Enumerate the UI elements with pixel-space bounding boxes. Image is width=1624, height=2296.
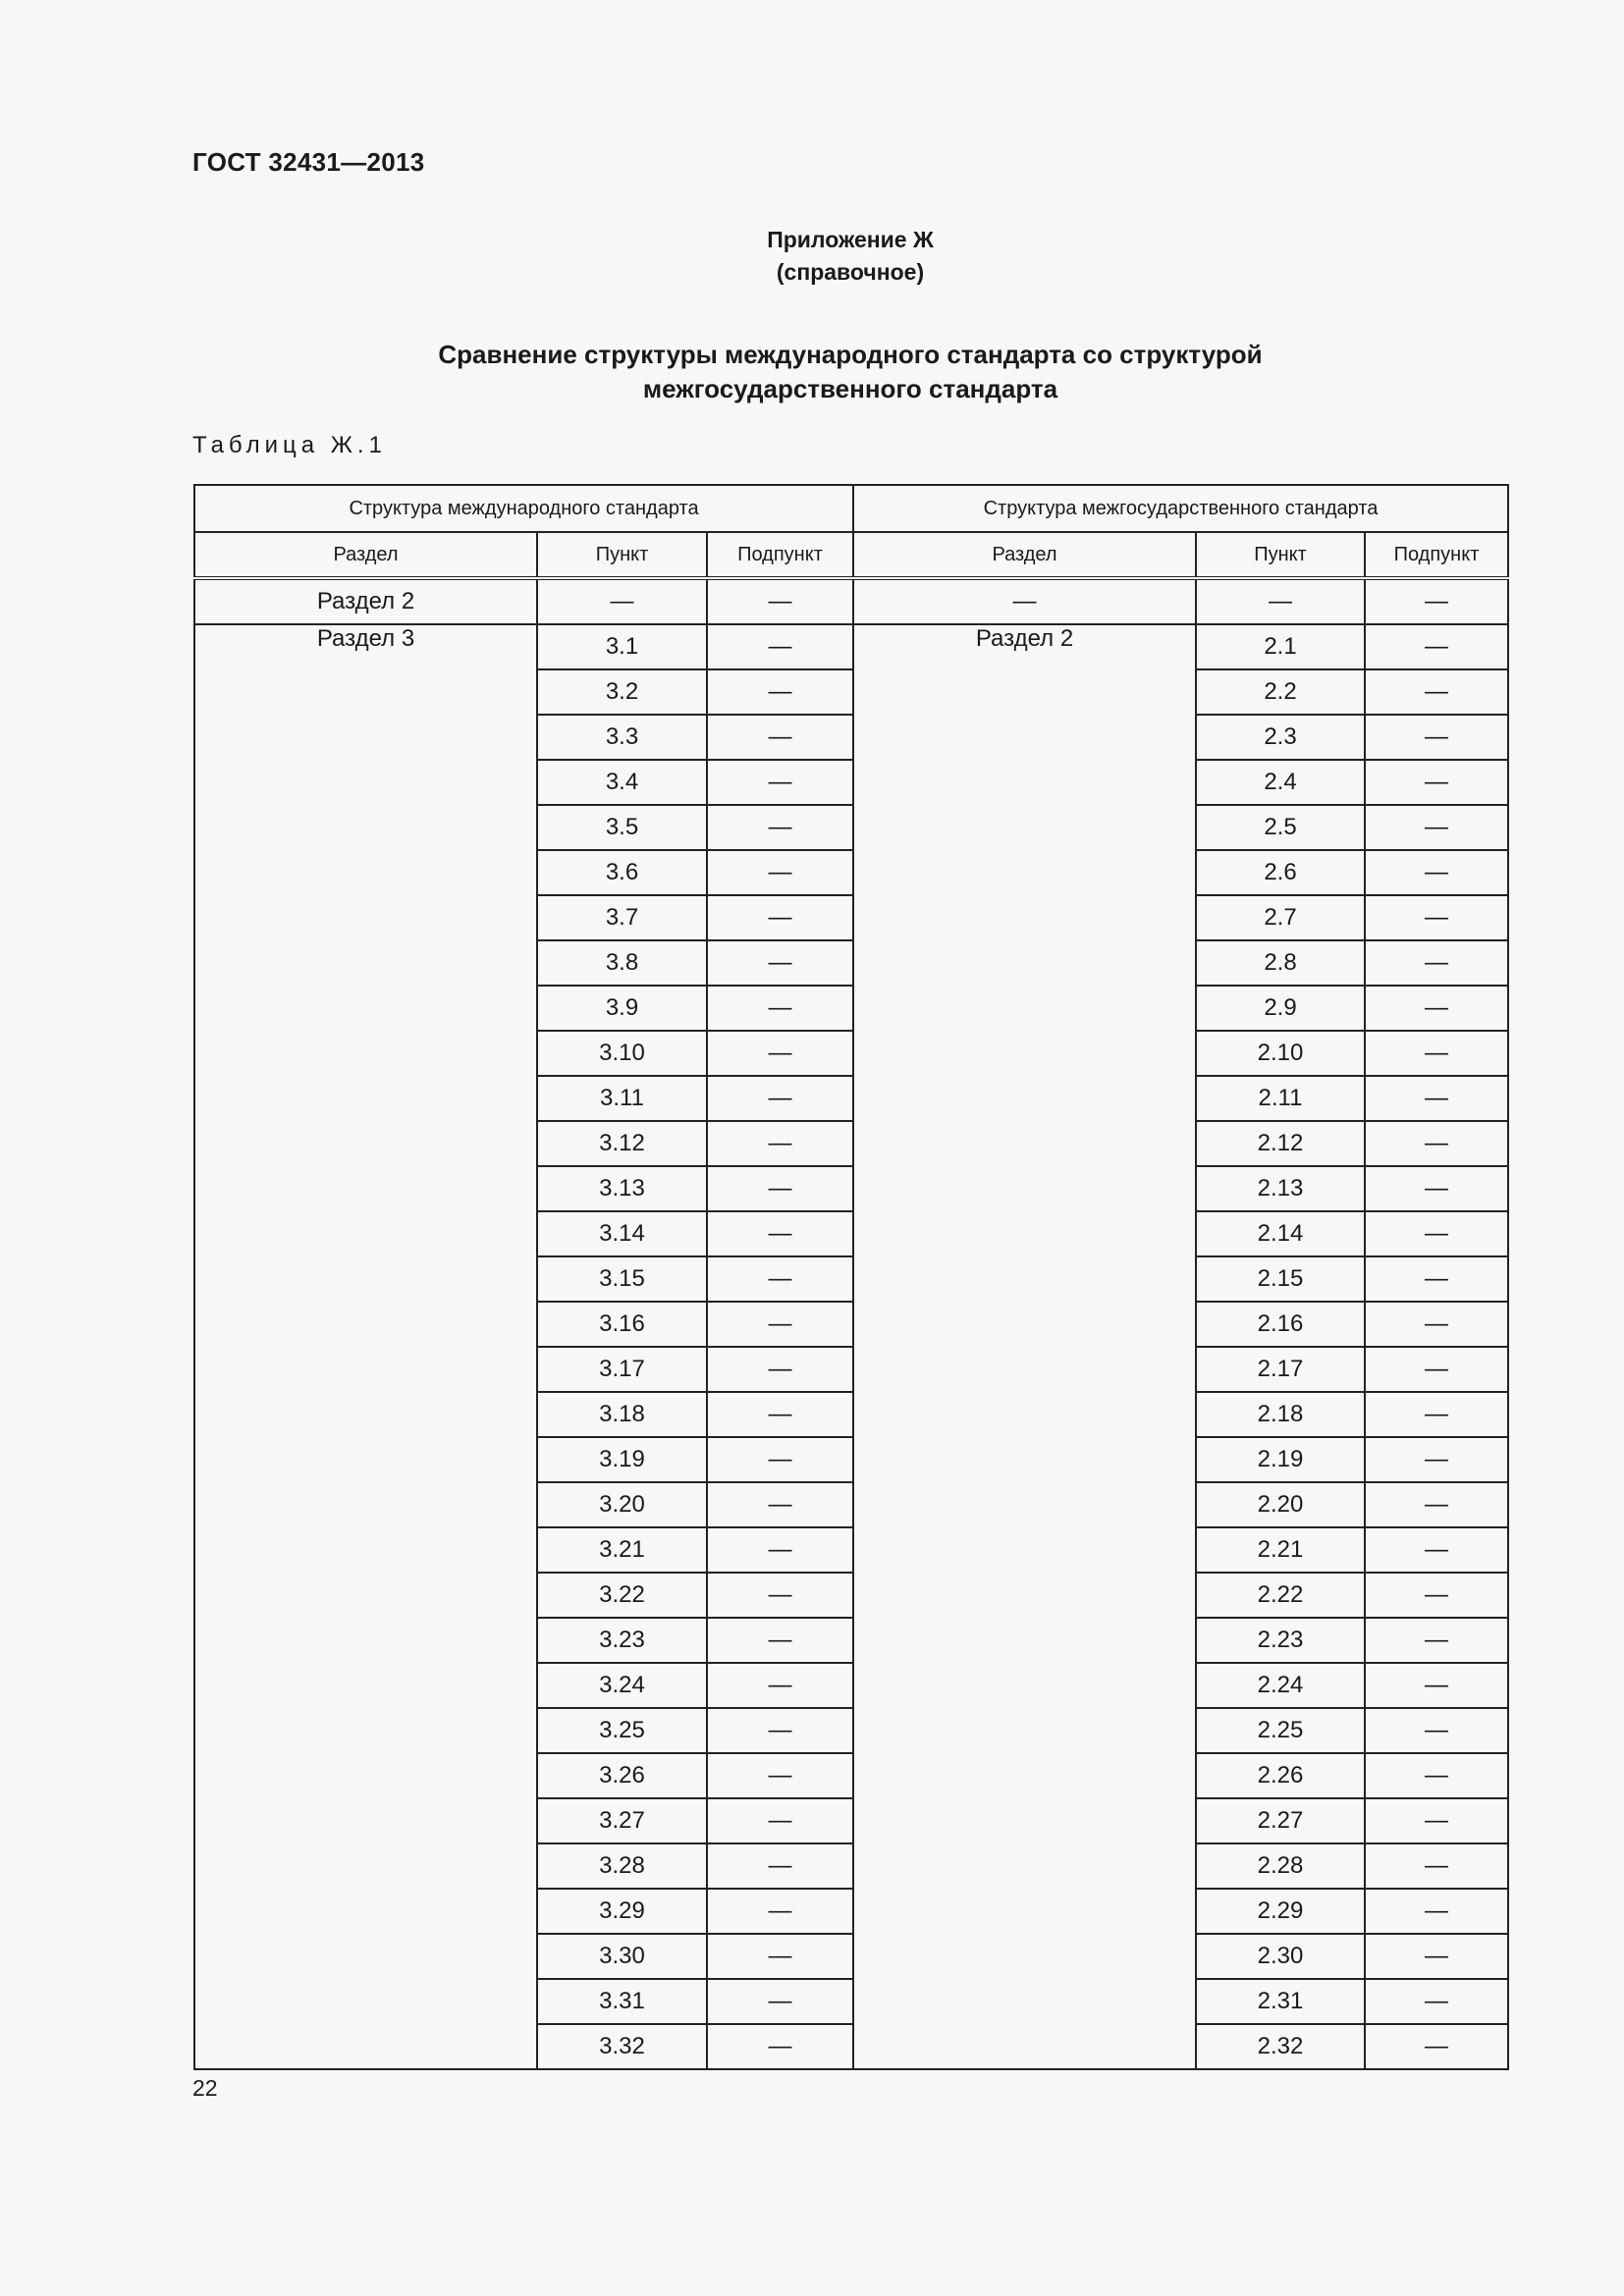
appendix-title: Приложение Ж <box>767 227 934 252</box>
interstate-subitem-cell: — <box>1365 1934 1508 1979</box>
interstate-subitem-cell: — <box>1365 1031 1508 1076</box>
intl-item-cell: 3.6 <box>537 850 707 895</box>
intl-subitem-cell: — <box>707 1889 853 1934</box>
intl-item-cell: 3.4 <box>537 760 707 805</box>
intl-subitem-cell: — <box>707 1256 853 1302</box>
interstate-item-cell: 2.20 <box>1196 1482 1365 1527</box>
interstate-subitem-cell: — <box>1365 1392 1508 1437</box>
interstate-item-cell: 2.24 <box>1196 1663 1365 1708</box>
interstate-subitem-cell: — <box>1365 624 1508 669</box>
interstate-item-cell: 2.30 <box>1196 1934 1365 1979</box>
interstate-item-cell: 2.18 <box>1196 1392 1365 1437</box>
intl-subitem-cell: — <box>707 1843 853 1889</box>
interstate-section-cell: Раздел 2 <box>853 624 1196 2069</box>
appendix-kind: (справочное) <box>776 259 925 285</box>
table-cell: — <box>537 578 707 624</box>
table-cell: — <box>1196 578 1365 624</box>
interstate-item-cell: 2.32 <box>1196 2024 1365 2069</box>
intl-item-cell: 3.25 <box>537 1708 707 1753</box>
intl-subitem-cell: — <box>707 1618 853 1663</box>
intl-subitem-cell: — <box>707 624 853 669</box>
group-header-interstate: Структура межгосударственного стандарта <box>853 485 1508 532</box>
interstate-subitem-cell: — <box>1365 805 1508 850</box>
intl-subitem-cell: — <box>707 760 853 805</box>
intl-subitem-cell: — <box>707 1166 853 1211</box>
intl-item-cell: 3.19 <box>537 1437 707 1482</box>
intl-item-cell: 3.11 <box>537 1076 707 1121</box>
page-number: 22 <box>192 2075 218 2101</box>
intl-item-cell: 3.8 <box>537 940 707 986</box>
section-title <box>0 338 1624 406</box>
interstate-subitem-cell: — <box>1365 669 1508 715</box>
interstate-item-cell: 2.22 <box>1196 1573 1365 1618</box>
intl-item-cell: 3.2 <box>537 669 707 715</box>
intl-subitem-cell: — <box>707 1121 853 1166</box>
interstate-item-cell: 2.23 <box>1196 1618 1365 1663</box>
table-caption: Таблица Ж.1 <box>192 432 387 458</box>
comparison-table <box>193 484 1509 2070</box>
section-title-line1: Сравнение структуры международного стандарта со структурой <box>438 340 1263 369</box>
intl-subitem-cell: — <box>707 1573 853 1618</box>
section-title-line2: межгосударственного стандарта <box>642 374 1058 403</box>
intl-item-cell: 3.22 <box>537 1573 707 1618</box>
intl-item-cell: 3.24 <box>537 1663 707 1708</box>
intl-item-cell: 3.26 <box>537 1753 707 1798</box>
intl-item-cell: 3.27 <box>537 1798 707 1843</box>
intl-item-cell: 3.31 <box>537 1979 707 2024</box>
interstate-item-cell: 2.29 <box>1196 1889 1365 1934</box>
column-header: Раздел <box>853 532 1196 578</box>
intl-subitem-cell: — <box>707 940 853 986</box>
table-cell: — <box>1365 578 1508 624</box>
table-cell: — <box>853 578 1196 624</box>
intl-subitem-cell: — <box>707 805 853 850</box>
intl-subitem-cell: — <box>707 1979 853 2024</box>
interstate-subitem-cell: — <box>1365 1753 1508 1798</box>
interstate-item-cell: 2.11 <box>1196 1076 1365 1121</box>
interstate-item-cell: 2.3 <box>1196 715 1365 760</box>
interstate-subitem-cell: — <box>1365 850 1508 895</box>
intl-item-cell: 3.14 <box>537 1211 707 1256</box>
intl-item-cell: 3.23 <box>537 1618 707 1663</box>
interstate-item-cell: 2.10 <box>1196 1031 1365 1076</box>
intl-subitem-cell: — <box>707 1076 853 1121</box>
interstate-subitem-cell: — <box>1365 1076 1508 1121</box>
intl-subitem-cell: — <box>707 1934 853 1979</box>
column-header: Раздел <box>194 532 537 578</box>
interstate-item-cell: 2.1 <box>1196 624 1365 669</box>
intl-subitem-cell: — <box>707 1392 853 1437</box>
interstate-subitem-cell: — <box>1365 1889 1508 1934</box>
interstate-subitem-cell: — <box>1365 1121 1508 1166</box>
interstate-item-cell: 2.21 <box>1196 1527 1365 1573</box>
intl-subitem-cell: — <box>707 1753 853 1798</box>
intl-subitem-cell: — <box>707 1031 853 1076</box>
intl-subitem-cell: — <box>707 1798 853 1843</box>
interstate-item-cell: 2.5 <box>1196 805 1365 850</box>
intl-subitem-cell: — <box>707 850 853 895</box>
interstate-item-cell: 2.2 <box>1196 669 1365 715</box>
document-code: ГОСТ 32431—2013 <box>192 147 425 177</box>
column-header: Подпункт <box>707 532 853 578</box>
interstate-subitem-cell: — <box>1365 1798 1508 1843</box>
interstate-item-cell: 2.15 <box>1196 1256 1365 1302</box>
table-body <box>194 578 1508 2069</box>
intl-subitem-cell: — <box>707 895 853 940</box>
intl-subitem-cell: — <box>707 1708 853 1753</box>
interstate-item-cell: 2.26 <box>1196 1753 1365 1798</box>
column-header: Подпункт <box>1365 532 1508 578</box>
interstate-subitem-cell: — <box>1365 2024 1508 2069</box>
intl-item-cell: 3.17 <box>537 1347 707 1392</box>
intl-item-cell: 3.10 <box>537 1031 707 1076</box>
intl-subitem-cell: — <box>707 715 853 760</box>
intl-item-cell: 3.13 <box>537 1166 707 1211</box>
intl-section-cell: Раздел 3 <box>194 624 537 2069</box>
intl-subitem-cell: — <box>707 1527 853 1573</box>
table-cell: — <box>707 578 853 624</box>
interstate-subitem-cell: — <box>1365 1347 1508 1392</box>
interstate-item-cell: 2.13 <box>1196 1166 1365 1211</box>
interstate-item-cell: 2.25 <box>1196 1708 1365 1753</box>
intl-item-cell: 3.16 <box>537 1302 707 1347</box>
interstate-item-cell: 2.9 <box>1196 986 1365 1031</box>
interstate-item-cell: 2.4 <box>1196 760 1365 805</box>
interstate-subitem-cell: — <box>1365 1437 1508 1482</box>
interstate-subitem-cell: — <box>1365 986 1508 1031</box>
interstate-item-cell: 2.19 <box>1196 1437 1365 1482</box>
intl-subitem-cell: — <box>707 986 853 1031</box>
table-cell: Раздел 2 <box>194 578 537 624</box>
intl-item-cell: 3.15 <box>537 1256 707 1302</box>
table-row <box>194 578 1508 624</box>
intl-subitem-cell: — <box>707 1482 853 1527</box>
intl-item-cell: 3.32 <box>537 2024 707 2069</box>
intl-item-cell: 3.20 <box>537 1482 707 1527</box>
table-row <box>194 624 1508 669</box>
interstate-subitem-cell: — <box>1365 1979 1508 2024</box>
interstate-subitem-cell: — <box>1365 1708 1508 1753</box>
intl-subitem-cell: — <box>707 1302 853 1347</box>
intl-item-cell: 3.30 <box>537 1934 707 1979</box>
intl-item-cell: 3.28 <box>537 1843 707 1889</box>
interstate-item-cell: 2.16 <box>1196 1302 1365 1347</box>
interstate-item-cell: 2.17 <box>1196 1347 1365 1392</box>
interstate-item-cell: 2.6 <box>1196 850 1365 895</box>
interstate-subitem-cell: — <box>1365 1211 1508 1256</box>
interstate-item-cell: 2.14 <box>1196 1211 1365 1256</box>
appendix-heading <box>0 224 1624 289</box>
interstate-item-cell: 2.7 <box>1196 895 1365 940</box>
interstate-subitem-cell: — <box>1365 1618 1508 1663</box>
intl-subitem-cell: — <box>707 669 853 715</box>
intl-item-cell: 3.1 <box>537 624 707 669</box>
interstate-subitem-cell: — <box>1365 1843 1508 1889</box>
interstate-subitem-cell: — <box>1365 1663 1508 1708</box>
intl-item-cell: 3.3 <box>537 715 707 760</box>
interstate-subitem-cell: — <box>1365 715 1508 760</box>
interstate-subitem-cell: — <box>1365 1527 1508 1573</box>
interstate-subitem-cell: — <box>1365 1166 1508 1211</box>
intl-item-cell: 3.21 <box>537 1527 707 1573</box>
interstate-item-cell: 2.31 <box>1196 1979 1365 2024</box>
interstate-item-cell: 2.27 <box>1196 1798 1365 1843</box>
intl-item-cell: 3.9 <box>537 986 707 1031</box>
intl-subitem-cell: — <box>707 2024 853 2069</box>
column-header: Пункт <box>537 532 707 578</box>
interstate-subitem-cell: — <box>1365 1482 1508 1527</box>
intl-item-cell: 3.18 <box>537 1392 707 1437</box>
interstate-item-cell: 2.8 <box>1196 940 1365 986</box>
intl-item-cell: 3.29 <box>537 1889 707 1934</box>
interstate-item-cell: 2.12 <box>1196 1121 1365 1166</box>
intl-item-cell: 3.12 <box>537 1121 707 1166</box>
interstate-subitem-cell: — <box>1365 1573 1508 1618</box>
interstate-subitem-cell: — <box>1365 1302 1508 1347</box>
interstate-item-cell: 2.28 <box>1196 1843 1365 1889</box>
intl-item-cell: 3.7 <box>537 895 707 940</box>
intl-subitem-cell: — <box>707 1663 853 1708</box>
interstate-subitem-cell: — <box>1365 1256 1508 1302</box>
interstate-subitem-cell: — <box>1365 895 1508 940</box>
intl-subitem-cell: — <box>707 1211 853 1256</box>
column-header: Пункт <box>1196 532 1365 578</box>
interstate-subitem-cell: — <box>1365 940 1508 986</box>
intl-subitem-cell: — <box>707 1437 853 1482</box>
group-header-international: Структура международного стандарта <box>194 485 853 532</box>
intl-subitem-cell: — <box>707 1347 853 1392</box>
interstate-subitem-cell: — <box>1365 760 1508 805</box>
intl-item-cell: 3.5 <box>537 805 707 850</box>
